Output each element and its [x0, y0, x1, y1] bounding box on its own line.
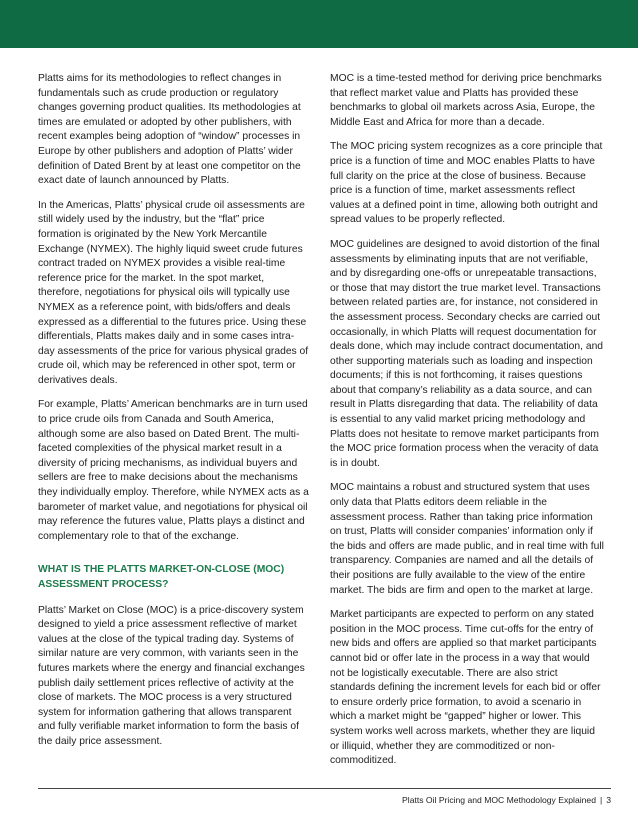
left-paragraph-3: For example, Platts’ American benchmarks are in turn used to price crude oils from Canada and South America, although some are also based on Dated Brent. The multi-faceted complexities of the physical market result in a diversity of pricing mechanisms, as individual buyers and sellers are free to make decisions about the mechanisms they individually employ. Therefore, while NYMEX acts as a barometer of market value, and negotiations for physical oil may reference the futures value, Platts plays a distinct and complementary role to that of the exchange. — [38, 399, 309, 542]
footer-divider — [38, 788, 611, 789]
left-paragraph-4: Platts’ Market on Close (MOC) is a price-discovery system designed to yield a price assessment reflective of market values at the close of the typical trading day. Systems of similar nature are very common, with variants seen in the futures markets where the energy and financial exchanges publish daily settlement prices reflective of activity at the close of markets. The MOC process is a very structured system for information gathering that allows transparent and fully verifiable market information to form the basis of the daily price assessment. — [38, 604, 305, 747]
right-paragraph-3: MOC guidelines are designed to avoid distortion of the final assessments by eliminating inputs that are not verifiable, and by disregarding one-offs or unrepeatable transactions, or those that may distort the true market level. Transactions between related parties are, for instance, not considered in the assessment process. Secondary checks are carried out occasionally, in which Platts will request documentation for deals done, which may include contract documentation, and other supporting materials such as loading and inspection documents; if this is not forthcoming, it raises questions about that company’s reliability as a data source, and can result in Platts disregarding that data. The reliability of data is essential to any valid market pricing methodology and Platts does not hesitate to remove market participants from the MOC price formation process when the veracity of data is in doubt. — [330, 238, 604, 469]
right-paragraph-1: MOC is a time-tested method for deriving price benchmarks that reflect market value and Platts has provided these benchmarks to global oil markets across Asia, Europe, the Middle East and Africa for more than a decade. — [330, 73, 602, 128]
left-paragraph-1: Platts aims for its methodologies to reflect changes in fundamentals such as crude production or regulatory changes governing product qualities. Its methodologies at times are emulated or adopted by other publishers, with recent examples being adoption of “window” processes in Europe by other publishers and adoption of Platts’ wider definition of Dated Brent by at least one competitor on the exact date of launch announced by Platts. — [38, 73, 301, 187]
footer-title: Platts Oil Pricing and MOC Methodology Explained — [402, 795, 596, 805]
header-band — [0, 0, 638, 48]
section-heading: WHAT IS THE PLATTS MARKET-ON-CLOSE (MOC) ASSESSMENT PROCESS? — [38, 564, 285, 590]
right-paragraph-4: MOC maintains a robust and structured system that uses only data that Platts editors deem reliable in the assessment process. Rather than taking price information on trust, Platts will consider companies’ information only if the bids and offers are made public, and in real time with full transparency. Companies are named and all the details of their positions are fully available to the view of the entire market. The bids are firm and open to the market at large. — [330, 482, 604, 596]
left-paragraph-2: In the Americas, Platts’ physical crude oil assessments are still widely used by the industry, but the “flat” price formation is originated by the New York Mercantile Exchange (NYMEX). The highly liquid sweet crude futures contract traded on NYMEX provides a visible real-time reference price for the market. In the spot market, therefore, negotiations for physical oils will typically use NYMEX as a reference point, with bids/offers and deals expressed as a differential to the futures price. Using these differentials, Platts makes daily and in some cases intra-day assessments of the price for various physical grades of crude oil, which may be referenced in other spot, term or derivatives deals. — [38, 199, 309, 386]
right-paragraph-2: The MOC pricing system recognizes as a core principle that price is a function of time and MOC enables Platts to have full clarity on the price at the close of business. Because price is a function of time, market assessments reflect values at a defined point in time, allowing both outright and spread values to be properly reflected. — [330, 141, 603, 226]
right-paragraph-5: Market participants are expected to perform on any stated position in the MOC process. Time cut-offs for the entry of new bids and offers are applied so that market participants cannot bid or offer late in the process in a way that would not be logistically executable. There are also strict standards defining the increment levels for each bid or offer to ensure orderly price formation, to avoid a scenario in which a market might be “gapped” higher or lower. This system works well across markets, whether they are liquid or illiquid, whether they are commoditized or non-commoditized. — [330, 609, 601, 767]
page-footer — [402, 795, 611, 805]
footer-separator: | — [599, 795, 603, 805]
page-number: 3 — [606, 795, 611, 805]
right-column — [330, 72, 604, 769]
left-column — [38, 72, 310, 750]
